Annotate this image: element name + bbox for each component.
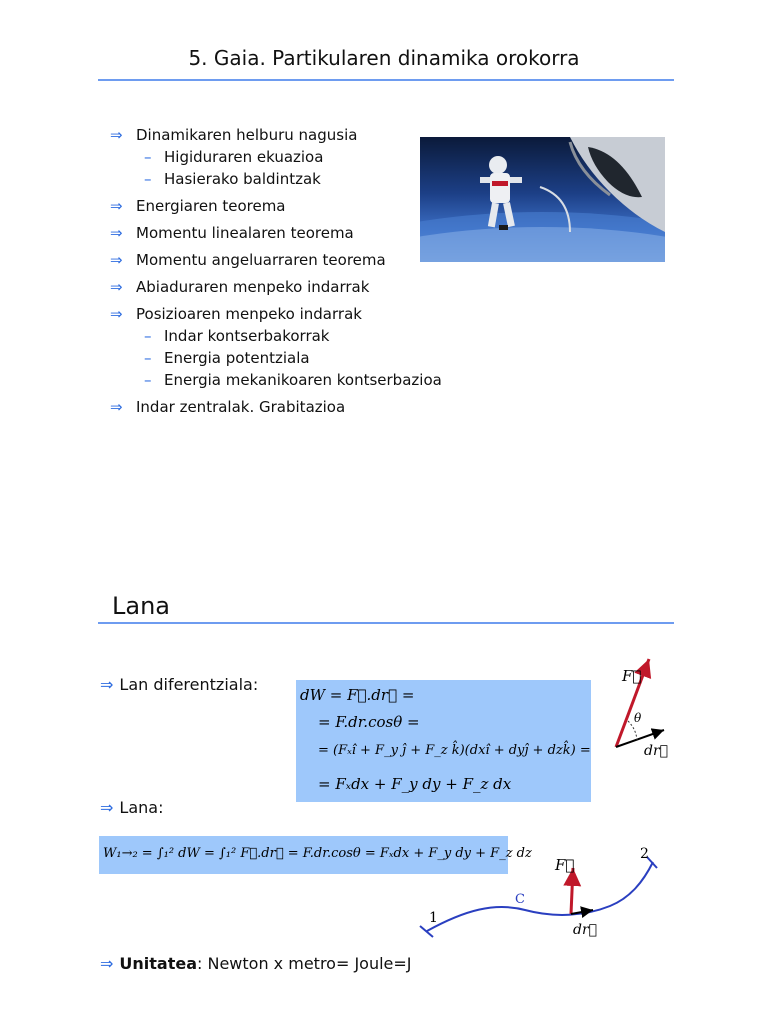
sub-list-item xyxy=(110,347,442,369)
bullet-label: Dinamikaren helburu nagusia xyxy=(136,126,358,144)
start-tick xyxy=(420,926,433,937)
bullet-label: Energiaren teorema xyxy=(136,197,286,215)
force-arrow xyxy=(571,868,573,914)
dr-label: dr⃗ xyxy=(573,922,598,938)
list-item xyxy=(110,124,442,146)
differential-work-formula xyxy=(296,680,591,802)
bullet-label: Posizioaren menpeko indarrak xyxy=(136,305,362,323)
arrow-icon: ⇒ xyxy=(110,251,123,269)
photo-illustration xyxy=(420,137,665,262)
lana-label xyxy=(100,798,163,817)
list-item xyxy=(110,249,442,276)
formula-line: W₁→₂ = ∫₁² dW = ∫₁² F⃗.dr⃗ = F.dr.cosθ = Fₓdx + F_y dy + F_z dz xyxy=(103,846,532,861)
dash-icon: – xyxy=(144,148,152,166)
label-text: Lana: xyxy=(119,798,164,817)
dr-label: dr⃗ xyxy=(644,743,669,759)
list-item xyxy=(110,276,442,303)
theta-label: θ xyxy=(634,711,642,725)
formula-line: dW = F⃗.dr⃗ = xyxy=(300,686,415,704)
slide1-title: 5. Gaia. Partikularen dinamika orokorra xyxy=(188,46,580,70)
section-rule xyxy=(98,622,674,624)
start-label: 1 xyxy=(429,910,438,926)
topic-list xyxy=(110,124,442,423)
arrow-icon: ⇒ xyxy=(110,224,123,242)
curve-label: C xyxy=(515,892,525,907)
skydiver-capsule-photo xyxy=(420,137,665,262)
dash-icon: – xyxy=(144,349,152,367)
arrow-icon: ⇒ xyxy=(110,197,123,215)
sub-bullet-label: Hasierako baldintzak xyxy=(164,170,321,188)
arrow-icon: ⇒ xyxy=(110,126,123,144)
sub-bullet-label: Energia mekanikoaren kontserbazioa xyxy=(164,371,442,389)
formula-line: = Fₓdx + F_y dy + F_z dx xyxy=(318,775,512,793)
sub-bullet-label: Indar kontserbakorrak xyxy=(164,327,330,345)
dash-icon: – xyxy=(144,327,152,345)
bullet-label: Momentu linealaren teorema xyxy=(136,224,354,242)
formula-line: = (Fₓî + F_y ĵ + F_z k̂)(dxî + dyĵ + dzk̂) = xyxy=(318,743,591,758)
sub-bullet-label: Higiduraren ekuazioa xyxy=(164,148,324,166)
formula-line: = F.dr.cosθ = xyxy=(318,713,420,731)
arrow-icon: ⇒ xyxy=(110,305,123,323)
list-item xyxy=(110,396,442,423)
unitatea-rest: : Newton x metro= Joule=J xyxy=(197,954,412,973)
title-rule xyxy=(98,79,674,81)
list-item xyxy=(110,195,442,222)
dash-icon: – xyxy=(144,170,152,188)
force-label: F⃗ xyxy=(555,856,575,874)
path-diagram xyxy=(415,840,665,950)
lan-diferentziala-label xyxy=(100,675,258,694)
bullet-label: Momentu angeluarraren teorema xyxy=(136,251,386,269)
sub-list-item xyxy=(110,325,442,347)
arrow-icon: ⇒ xyxy=(100,954,114,973)
sub-bullet-label: Energia potentziala xyxy=(164,349,310,367)
unitatea-line xyxy=(100,954,412,973)
force-label: F⃗ xyxy=(622,667,642,685)
list-item xyxy=(110,303,442,325)
force-vector-diagram xyxy=(592,645,692,765)
sub-list-item xyxy=(110,146,442,168)
bullet-label: Indar zentralak. Grabitazioa xyxy=(136,398,346,416)
unitatea-bold: Unitatea xyxy=(119,954,198,973)
arrow-icon: ⇒ xyxy=(110,398,123,416)
trajectory-curve xyxy=(427,862,653,931)
end-label: 2 xyxy=(640,846,649,862)
arrow-icon: ⇒ xyxy=(100,675,114,694)
list-item xyxy=(110,222,442,249)
bullet-label: Abiaduraren menpeko indarrak xyxy=(136,278,370,296)
arrow-icon: ⇒ xyxy=(110,278,123,296)
dash-icon: – xyxy=(144,371,152,389)
sub-list-item xyxy=(110,168,442,195)
section-title: Lana xyxy=(112,592,170,620)
sub-list-item xyxy=(110,369,442,396)
arrow-icon: ⇒ xyxy=(100,798,114,817)
label-text: Lan diferentziala: xyxy=(119,675,259,694)
